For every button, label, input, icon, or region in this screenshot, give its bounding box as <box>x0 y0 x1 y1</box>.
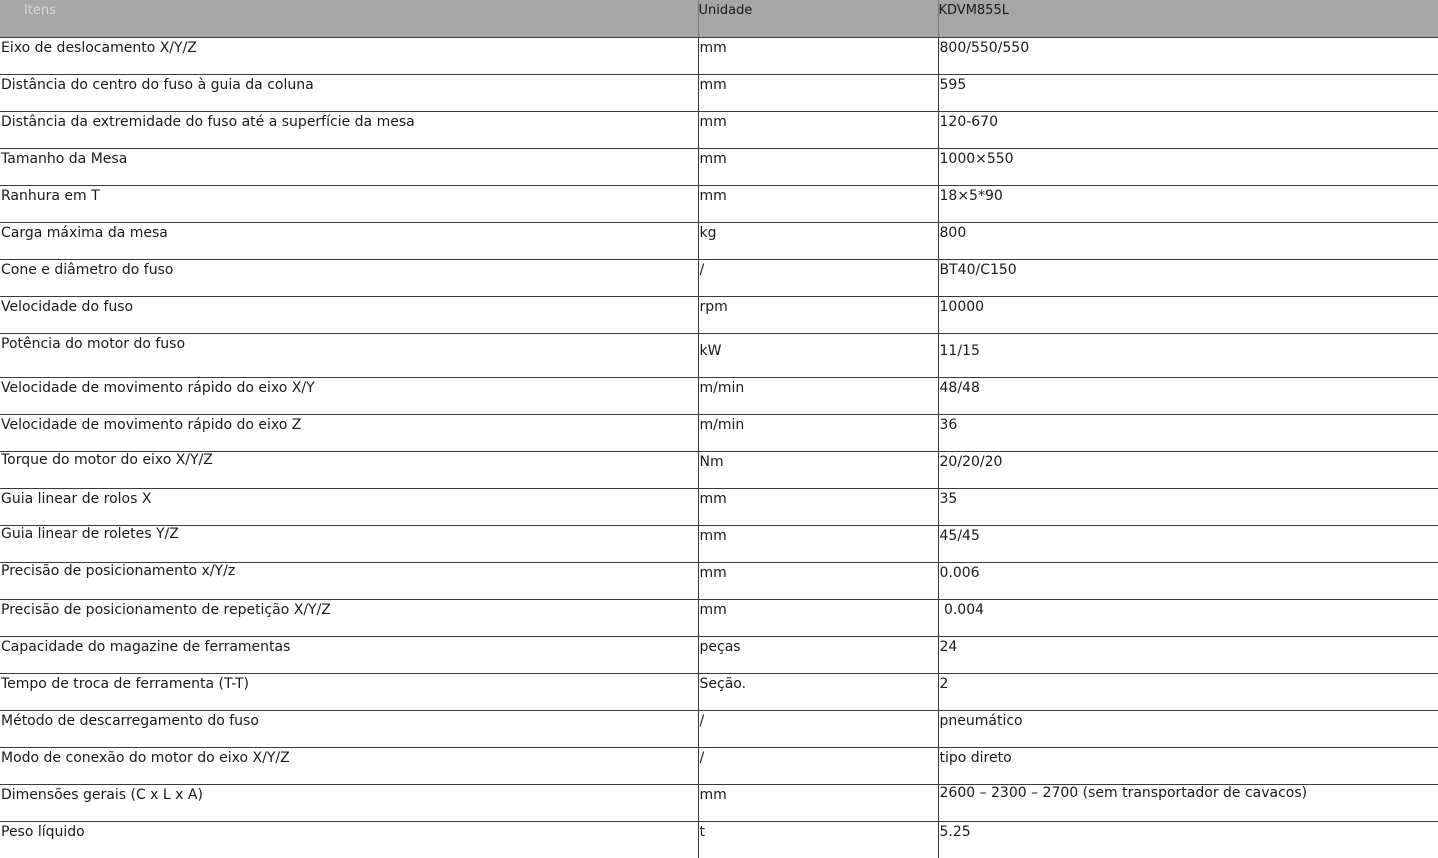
item-cell: Peso líquido <box>1 823 85 840</box>
table-row <box>0 710 1438 747</box>
value-cell: pneumático <box>938 710 1438 747</box>
unit-cell: mm <box>698 111 938 148</box>
item-cell: Precisão de posicionamento x/Y/z <box>0 562 698 599</box>
item-cell: Velocidade de movimento rápido do eixo X/Y <box>0 377 698 414</box>
value-cell: 2 <box>938 673 1438 710</box>
unit-cell: mm <box>698 784 938 821</box>
table-row <box>0 562 1438 599</box>
unit-cell: kg <box>698 222 938 259</box>
table-row <box>0 333 1438 377</box>
header-model: KDVM855L <box>938 0 1438 37</box>
value-cell: 24 <box>938 636 1438 673</box>
table-row <box>0 296 1438 333</box>
table-row <box>0 185 1438 222</box>
table-row <box>0 377 1438 414</box>
item-cell: Velocidade de movimento rápido do eixo Z <box>0 414 698 451</box>
item-cell: Ranhura em T <box>0 185 698 222</box>
unit-cell: / <box>698 710 938 747</box>
item-cell: Distância da extremidade do fuso até a superfície da mesa <box>0 111 698 148</box>
value-cell: 36 <box>938 414 1438 451</box>
value-cell: 1000×550 <box>938 148 1438 185</box>
table-row <box>0 111 1438 148</box>
table-row <box>0 451 1438 488</box>
item-cell: Dimensões gerais (C x L x A) <box>0 784 698 821</box>
unit-cell: mm <box>698 525 938 562</box>
table-row <box>0 222 1438 259</box>
item-cell: Velocidade do fuso <box>0 296 698 333</box>
value-cell: 800 <box>938 222 1438 259</box>
unit-cell: kW <box>698 333 938 377</box>
value-cell: tipo direto <box>938 747 1438 784</box>
value-cell: 5.25 <box>938 821 1438 858</box>
value-cell: 35 <box>938 488 1438 525</box>
unit-cell: mm <box>698 562 938 599</box>
item-cell: Tempo de troca de ferramenta (T-T) <box>0 673 698 710</box>
unit-cell: mm <box>698 148 938 185</box>
unit-cell: / <box>698 747 938 784</box>
item-cell: Guia linear de roletes Y/Z <box>0 525 698 562</box>
header-items: Itens <box>0 0 698 37</box>
value-cell: 800/550/550 <box>938 37 1438 74</box>
table-row <box>0 37 1438 74</box>
table-row <box>0 673 1438 710</box>
table-row <box>0 414 1438 451</box>
unit-cell: mm <box>698 74 938 111</box>
item-cell: Carga máxima da mesa <box>0 222 698 259</box>
value-cell: 120-670 <box>938 111 1438 148</box>
unit-cell: Seção. <box>698 673 938 710</box>
table-row <box>0 488 1438 525</box>
value-cell: 595 <box>938 74 1438 111</box>
item-cell: Tamanho da Mesa <box>0 148 698 185</box>
value-cell: 10000 <box>938 296 1438 333</box>
unit-cell: mm <box>698 488 938 525</box>
value-cell: 18×5*90 <box>938 185 1438 222</box>
item-cell: Guia linear de rolos X <box>0 488 698 525</box>
item-cell: Torque do motor do eixo X/Y/Z <box>0 451 698 488</box>
value-cell: 48/48 <box>938 377 1438 414</box>
unit-cell: mm <box>698 599 938 636</box>
table-row <box>0 599 1438 636</box>
value-cell: 2600 – 2300 – 2700 (sem transportador de cavacos) <box>938 784 1438 821</box>
table-row <box>0 525 1438 562</box>
item-cell: Distância do centro do fuso à guia da coluna <box>0 74 698 111</box>
value-cell: 20/20/20 <box>938 451 1438 488</box>
unit-cell: Nm <box>698 451 938 488</box>
unit-cell: rpm <box>698 296 938 333</box>
item-cell: Precisão de posicionamento de repetição X/Y/Z <box>0 599 698 636</box>
table-row <box>0 74 1438 111</box>
item-cell: Potência do motor do fuso <box>0 333 698 377</box>
value-cell: 45/45 <box>938 525 1438 562</box>
table-row <box>0 784 1438 821</box>
table-row <box>0 821 1438 858</box>
table-row <box>0 148 1438 185</box>
unit-cell: m/min <box>698 377 938 414</box>
header-unit: Unidade <box>698 0 938 37</box>
item-cell: Eixo de deslocamento X/Y/Z <box>0 37 698 74</box>
item-cell: Método de descarregamento do fuso <box>0 710 698 747</box>
value-cell: 0.006 <box>938 562 1438 599</box>
table-row <box>0 636 1438 673</box>
item-cell: Capacidade do magazine de ferramentas <box>0 636 698 673</box>
table-row <box>0 747 1438 784</box>
value-cell: BT40/C150 <box>938 259 1438 296</box>
table-row <box>0 259 1438 296</box>
table-header-row <box>0 0 1438 37</box>
value-cell: 11/15 <box>938 333 1438 377</box>
value-cell: 0.004 <box>938 599 1438 636</box>
item-cell: Cone e diâmetro do fuso <box>0 259 698 296</box>
unit-cell: t <box>698 821 938 858</box>
unit-cell: mm <box>698 37 938 74</box>
unit-cell: m/min <box>698 414 938 451</box>
unit-cell: mm <box>698 185 938 222</box>
unit-cell: / <box>698 259 938 296</box>
unit-cell: peças <box>698 636 938 673</box>
item-cell: Modo de conexão do motor do eixo X/Y/Z <box>0 747 698 784</box>
